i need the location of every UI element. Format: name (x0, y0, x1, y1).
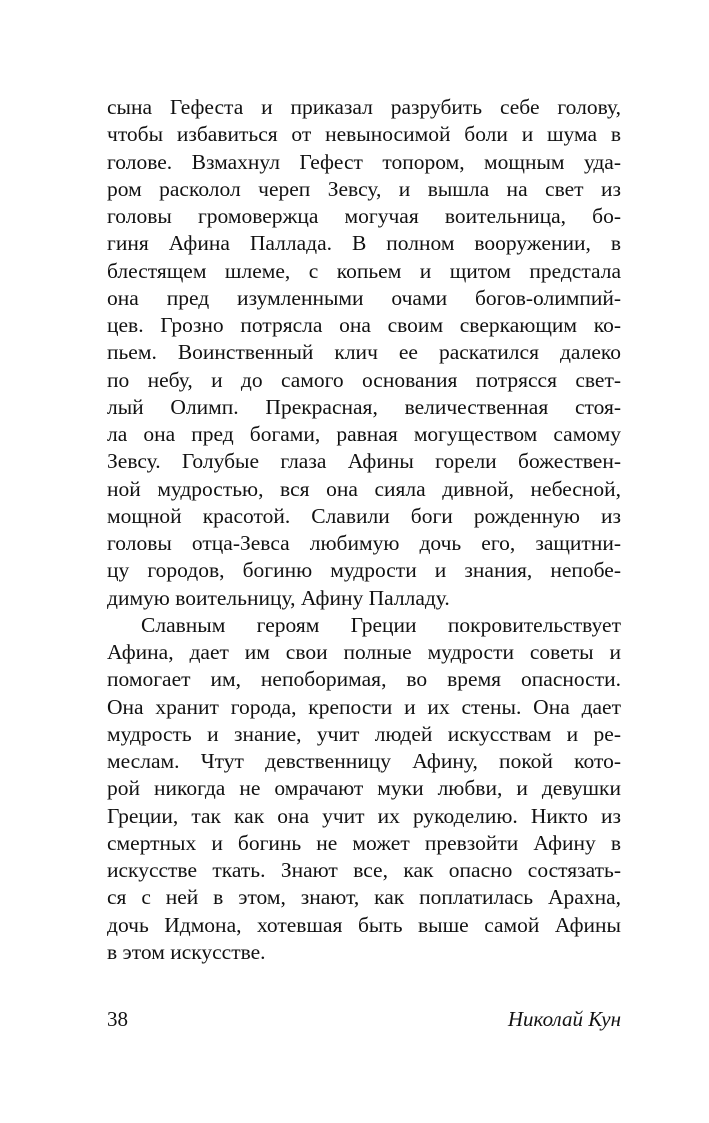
text-line: ся с ней в этом, знают, как поплатилась Арахна, (107, 885, 621, 910)
text-line: головы отца-Зевса любимую дочь его, защитни- (107, 531, 621, 555)
text-line: искусстве ткать. Знают все, как опасно состязать- (107, 858, 621, 882)
page-number: 38 (107, 1007, 128, 1031)
running-footer-author: Николай Кун (507, 1007, 621, 1031)
text-line: Греции, так как она учит их рукоделию. Никто из (107, 803, 621, 828)
text-line: блестящем шлеме, с копьем и щитом предстала (107, 258, 621, 283)
text-line: ла она пред богами, равная могуществом самому (107, 422, 621, 446)
text-line: лый Олимп. Прекрасная, величественная стоя- (107, 394, 621, 419)
text-line: рой никогда не омрачают муки любви, и девушки (107, 776, 621, 801)
text-line: ром расколол череп Зевсу, и вышла на свет из (107, 176, 621, 201)
text-line: гиня Афина Паллада. В полном вооружении, в (107, 231, 621, 256)
text-line: чтобы избавиться от невыносимой боли и шума в (107, 122, 621, 147)
text-line: сына Гефеста и приказал разрубить себе голову, (107, 95, 621, 119)
text-line: цев. Грозно потрясла она своим сверкающим ко- (107, 313, 621, 337)
text-line: Славным героям Греции покровительствует (141, 612, 621, 637)
text-line: головы громовержца могучая воительница, бо- (107, 204, 621, 228)
text-line: помогает им, непоборимая, во время опасности. (107, 667, 621, 692)
page-footer (107, 1007, 621, 1037)
text-line: ной мудростью, вся она сияла дивной, небесной, (107, 476, 621, 501)
text-line: димую воительницу, Афину Палладу. (107, 585, 450, 610)
text-line: в этом искусстве. (107, 939, 266, 964)
text-line: голове. Взмахнул Гефест топором, мощным уда- (107, 149, 621, 174)
text-line: Зевсу. Голубые глаза Афины горели божествен- (107, 449, 621, 474)
text-line: мощной красотой. Славили боги рожденную из (107, 503, 621, 528)
text-line: меслам. Чтут девственницу Афину, покой кото- (107, 749, 621, 773)
text-line: она пред изумленными очами богов-олимпий- (107, 285, 621, 310)
text-line: Афина, дает им свои полные мудрости советы и (107, 640, 621, 664)
text-line: Она хранит города, крепости и их стены. Она дает (107, 694, 621, 719)
body-text (107, 94, 621, 966)
text-line: смертных и богинь не может превзойти Афину в (107, 830, 621, 855)
text-line: пьем. Воинственный клич ее раскатился далеко (107, 340, 621, 365)
text-line: дочь Идмона, хотевшая быть выше самой Афины (107, 912, 621, 937)
text-line: по небу, и до самого основания потрясся свет- (107, 367, 621, 392)
text-line: мудрость и знание, учит людей искусствам и ре- (107, 721, 621, 746)
text-line: цу городов, богиню мудрости и знания, непобе- (107, 558, 621, 583)
